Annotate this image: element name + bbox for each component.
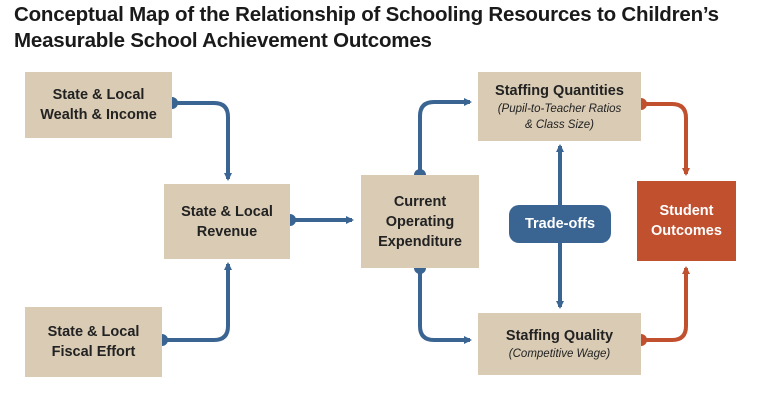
node-expenditure-line-2: Operating <box>385 213 455 230</box>
node-wealth-line-1: State & Local <box>52 87 145 103</box>
node-quantities-sub-2: & Class Size) <box>524 118 595 131</box>
node-quantities-sub-1: (Pupil-to-Teacher Ratios <box>497 102 622 115</box>
node-staffing-quantities <box>478 72 641 141</box>
arrow-effort-to-revenue <box>162 264 228 340</box>
arrow-expenditure-to-quality <box>420 268 470 340</box>
node-outcomes-line-2: Outcomes <box>651 223 722 239</box>
node-quantities-label: Staffing Quantities <box>495 82 624 99</box>
node-student-outcomes <box>637 181 736 261</box>
node-expenditure-line-1: Current <box>393 193 447 210</box>
node-fiscal-effort <box>25 307 162 377</box>
title-line-2: Measurable School Achievement Outcomes <box>14 29 432 52</box>
node-effort-line-2: Fiscal Effort <box>51 344 136 360</box>
arrow-quantities-to-outcomes <box>641 104 686 174</box>
arrow-expenditure-to-quantities <box>420 102 470 175</box>
node-tradeoffs-label: Trade-offs <box>524 216 596 232</box>
node-quality-label: Staffing Quality <box>505 328 614 344</box>
node-operating-expenditure <box>361 175 479 268</box>
node-quality-sub-1: (Competitive Wage) <box>508 348 611 360</box>
node-wealth-income <box>25 72 172 138</box>
node-revenue <box>164 184 290 259</box>
node-trade-offs <box>509 205 611 243</box>
node-outcomes-line-1: Student <box>659 203 714 219</box>
node-revenue-line-2: Revenue <box>196 223 258 240</box>
arrow-wealth-to-revenue <box>172 103 228 179</box>
node-effort-line-1: State & Local <box>47 324 140 340</box>
title-line-1: Conceptual Map of the Relationship of Schooling Resources to Children’s <box>14 3 719 26</box>
node-staffing-quality <box>478 313 641 375</box>
node-revenue-line-1: State & Local <box>181 203 273 220</box>
node-expenditure-line-3: Expenditure <box>378 233 462 250</box>
arrow-quality-to-outcomes <box>641 268 686 340</box>
node-wealth-line-2: Wealth & Income <box>40 107 157 123</box>
